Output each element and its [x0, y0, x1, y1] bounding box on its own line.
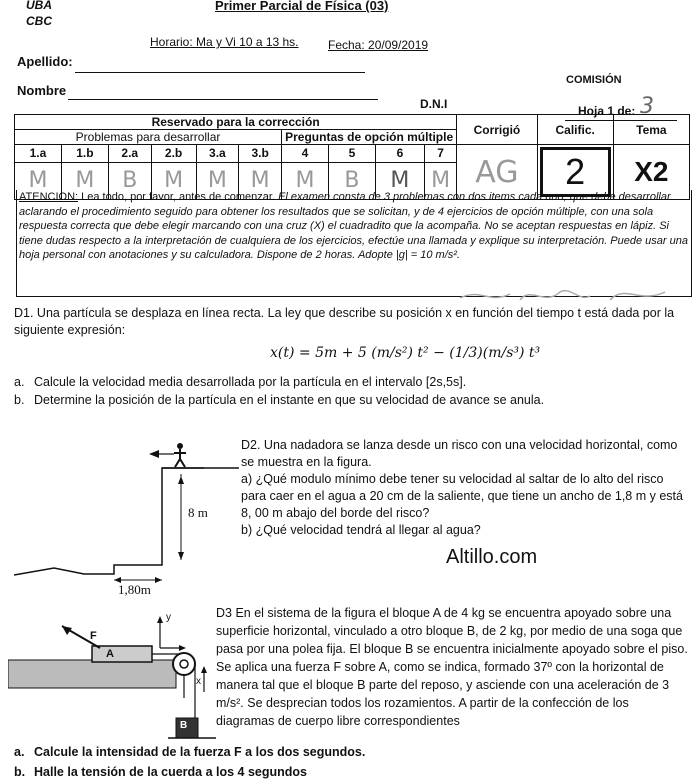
item-3a: 3.a	[196, 145, 239, 163]
mark-4: M	[282, 162, 329, 199]
d1-a: Calcule la velocidad media desarrollada por la partícula en el intervalo [2s,5s].	[34, 375, 467, 389]
calific-value: 2	[540, 147, 611, 197]
d3-a-block-label: A	[106, 648, 114, 660]
corrigio-header: Corrigió	[457, 115, 537, 145]
atencion-text-2: El examen consta de 3 problemas con dos items cada uno, que debe desarrollar aclarando el procedimiento seguido para obtener los resultados que se solicitan, y de 4 ejercicios de opción múltiple, con una sola respuesta correcta que debe elegir marcando con una cruz (X) el cuadradito que la acompaña. No se aceptan respuestas en lápiz. Si tiene dudas respecto a la interpretación de cualquiera de los ejercicios, efectúe una llamada y explique su interpretación. Puede usar una hoja personal con anotaciones y su calculadora. Dispone de 2 horas. Adopte |g| = 10 m/s².	[19, 191, 688, 261]
mark-2b: M	[151, 162, 196, 199]
apellido-line	[75, 72, 365, 73]
item-1b: 1.b	[61, 145, 108, 163]
d3-a: Calcule la intensidad de la fuerza F a los dos segundos.	[34, 745, 366, 759]
corrigio-value: AG	[457, 145, 537, 200]
d3-x-label: x	[196, 676, 201, 687]
atencion-box	[16, 190, 692, 297]
item-6: 6	[375, 145, 424, 163]
d3-a-label: a.	[14, 745, 25, 759]
mark-3b: M	[239, 162, 282, 199]
hoja-label: Hoja 1 de:	[578, 104, 636, 118]
item-7: 7	[424, 145, 456, 163]
uba-label: UBA	[26, 0, 52, 12]
d2-height-label: 8 m	[188, 505, 208, 520]
watermark: Altillo.com	[446, 546, 538, 568]
mark-3a: M	[196, 162, 239, 199]
d2-width-label: 1,80m	[118, 582, 151, 597]
comision-label: COMISIÓN	[566, 74, 622, 86]
d1-intro: D1. Una partícula se desplaza en línea recta. La ley que describe su posición x en función del tiempo t está dada por la siguiente expresión:	[14, 306, 675, 337]
nombre-label: Nombre	[17, 83, 67, 98]
tema-value: X2	[613, 145, 689, 200]
tema-header: Tema	[613, 115, 689, 145]
calific-header: Calific.	[537, 115, 613, 145]
preguntas-header: Preguntas de opción múltiple	[282, 130, 457, 145]
d3-b-label: b.	[14, 765, 26, 779]
item-5: 5	[328, 145, 375, 163]
d1-b-label: b.	[14, 393, 25, 407]
mark-1b: M	[61, 162, 108, 199]
correction-grid	[14, 114, 690, 200]
problemas-header: Problemas para desarrollar	[15, 130, 282, 145]
hoja-total: 3	[640, 94, 654, 119]
exam-title: Primer Parcial de Física (03)	[215, 0, 389, 13]
apellido-label: Apellido:	[17, 54, 73, 69]
item-3b: 3.b	[239, 145, 282, 163]
mark-5: B	[328, 162, 375, 199]
dni-label: D.N.I	[420, 97, 448, 111]
d2-b: b) ¿Qué velocidad tendrá al llegar al agua?	[241, 523, 481, 537]
d1-formula: x(t) = 5m + 5 (m/s²) t² − (1/3)(m/s³) t³	[270, 345, 541, 361]
d3-text: D3 En el sistema de la figura el bloque A de 4 kg se encuentra apoyado sobre una superficie horizontal, vinculado a otro bloque B, de 2 kg, por medio de una soga que pasa por una polea fija. El bloque B se encuentra inicialmente apoyado sobre el piso. Se aplica una fuerza F sobre A, como se indica, formado 37º con la horizontal de manera tal que el bloque B parte del reposo, y asciende con una aceleración de 3 m/s². Se desprecian todos los rozamientos. A partir de la confección de los diagramas de cuerpo libre correspondientes	[216, 606, 688, 728]
d3-b: Halle la tensión de la cuerda a los 4 segundos	[34, 765, 308, 779]
d1-a-label: a.	[14, 375, 25, 389]
item-2b: 2.b	[151, 145, 196, 163]
d1-b: Determine la posición de la partícula en el instante en que su velocidad de avance se anula.	[34, 393, 545, 407]
mark-6: M	[375, 162, 424, 199]
d3-b-block-label: B	[180, 720, 188, 731]
reservado-header: Reservado para la corrección	[15, 115, 457, 130]
mark-1a: M	[15, 162, 62, 199]
d2-a: a) ¿Qué modulo mínimo debe tener su velocidad al saltar de lo alto del risco para caer en el agua a 20 cm de la saliente, que tiene un ancho de 1,8 m y está 8, 00 m abajo del borde del risco?	[241, 472, 683, 520]
item-1a: 1.a	[15, 145, 62, 163]
d3-y-label: y	[166, 612, 171, 623]
horario: Horario: Ma y Vi 10 a 13 hs.	[150, 35, 299, 49]
d3-f-label: F	[90, 630, 97, 642]
d2-text: D2. Una nadadora se lanza desde un risco con una velocidad horizontal, como se muestra en la figura.	[241, 438, 678, 469]
mark-2a: B	[108, 162, 151, 199]
atencion-text-1: Lea todo, por favor, antes de comenzar.	[81, 191, 275, 203]
item-4: 4	[282, 145, 329, 163]
item-2a: 2.a	[108, 145, 151, 163]
mark-7: M	[424, 162, 456, 199]
nombre-line	[68, 99, 378, 100]
fecha: Fecha: 20/09/2019	[328, 38, 429, 52]
cbc-label: CBC	[26, 14, 52, 28]
atencion-label: ATENCION:	[19, 191, 79, 203]
